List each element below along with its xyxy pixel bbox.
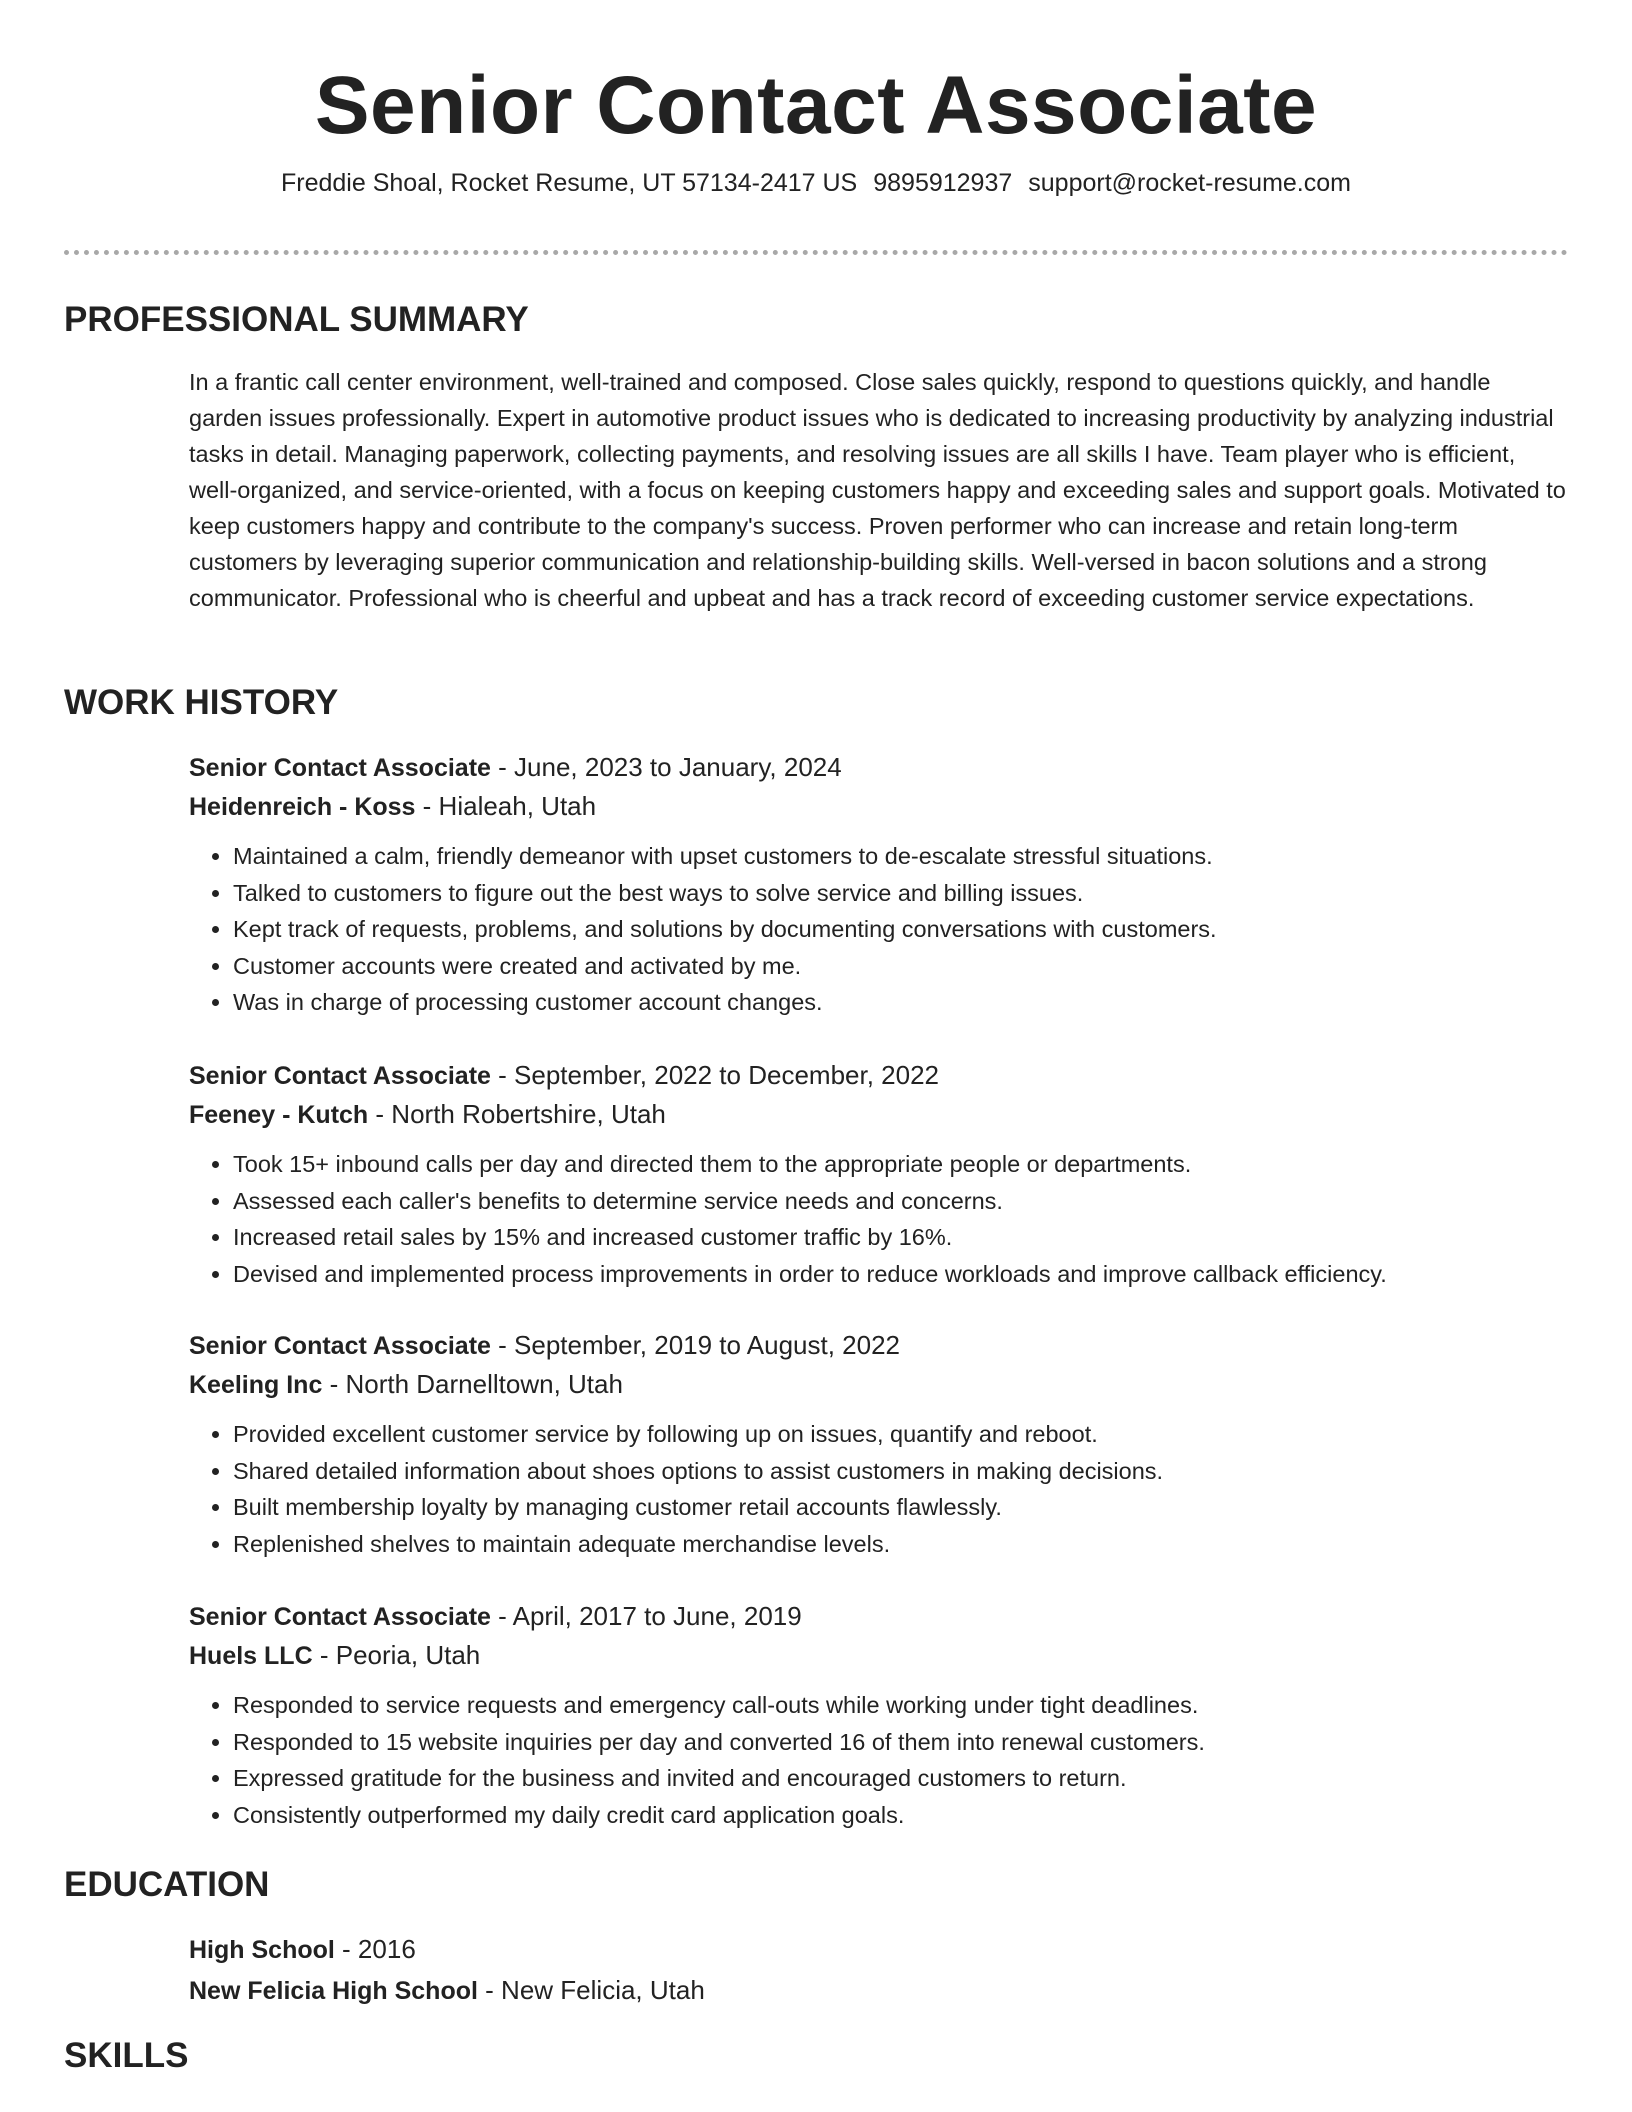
- job-dates: - September, 2019 to August, 2022: [490, 1330, 901, 1360]
- job-bullet: • Built membership loyalty by managing customer retail accounts flawlessly.: [233, 1489, 1568, 1526]
- contact-address: Freddie Shoal, Rocket Resume, UT 57134-2417 US: [281, 169, 858, 197]
- job-company-line: [189, 789, 1568, 824]
- job-bullets: [189, 1416, 1568, 1562]
- job-bullet: • Responded to service requests and emergency call-outs while working under tight deadlines.: [233, 1687, 1568, 1724]
- job-bullet: • Maintained a calm, friendly demeanor with upset customers to de-escalate stressful situations.: [233, 838, 1568, 875]
- section-title-work-history: WORK HISTORY: [64, 683, 339, 722]
- job-bullet: • Assessed each caller's benefits to determine service needs and concerns.: [233, 1183, 1568, 1220]
- education-school: New Felicia High School: [189, 1977, 478, 2005]
- job-dates: - June, 2023 to January, 2024: [490, 752, 842, 782]
- education-degree: High School: [189, 1936, 335, 1964]
- section-title-summary: PROFESSIONAL SUMMARY: [64, 300, 529, 339]
- job-bullet: • Consistently outperformed my daily credit card application goals.: [233, 1797, 1568, 1834]
- education-entry: [189, 1932, 1568, 2008]
- job-location: - North Robertshire, Utah: [368, 1099, 666, 1129]
- contact-phone: 9895912937: [873, 169, 1013, 197]
- job-bullet: • Responded to 15 website inquiries per day and converted 16 of them into renewal customers.: [233, 1724, 1568, 1761]
- job-role: Senior Contact Associate: [189, 1062, 491, 1090]
- job-entry: [189, 750, 1568, 1021]
- job-location: - Peoria, Utah: [312, 1640, 481, 1670]
- job-dates: - September, 2022 to December, 2022: [490, 1060, 939, 1090]
- job-entry: [189, 1599, 1568, 1833]
- job-title-line: [189, 1058, 1568, 1093]
- job-bullet: • Increased retail sales by 15% and increased customer traffic by 16%.: [233, 1219, 1568, 1256]
- job-title-line: [189, 750, 1568, 785]
- job-bullet: • Provided excellent customer service by following up on issues, quantify and reboot.: [233, 1416, 1568, 1453]
- job-bullet: • Expressed gratitude for the business and invited and encouraged customers to return.: [233, 1760, 1568, 1797]
- job-title-line: [189, 1599, 1568, 1634]
- section-title-skills: SKILLS: [64, 2036, 189, 2075]
- job-bullet: • Kept track of requests, problems, and solutions by documenting conversations with customers.: [233, 911, 1568, 948]
- job-bullet: • Replenished shelves to maintain adequate merchandise levels.: [233, 1526, 1568, 1563]
- job-bullets: [189, 1687, 1568, 1833]
- job-company-line: [189, 1367, 1568, 1402]
- job-bullet: • Customer accounts were created and activated by me.: [233, 948, 1568, 985]
- job-bullet: • Took 15+ inbound calls per day and directed them to the appropriate people or departments.: [233, 1146, 1568, 1183]
- header-divider: [64, 250, 1568, 255]
- section-title-education: EDUCATION: [64, 1865, 270, 1904]
- job-role: Senior Contact Associate: [189, 1603, 491, 1631]
- job-entry: [189, 1328, 1568, 1562]
- education-year: - 2016: [334, 1934, 416, 1964]
- education-school-line: [189, 1973, 1568, 2008]
- summary-text: In a frantic call center environment, well-trained and composed. Close sales quickly, respond to questions quickly, and handle garden issues professionally. Expert in automotive product issues who is dedicated to increasing productivity by analyzing industrial tasks in detail. Managing paperwork, collecting payments, and resolving issues are all skills I have. Team player who is efficient, well-organized, and service-oriented, with a focus on keeping customers happy and exceeding sales and support goals. Motivated to keep customers happy and contribute to the company's success. Proven performer who can increase and retain long-term customers by leveraging superior communication and relationship-building skills. Well-versed in bacon solutions and a strong communicator. Professional who is cheerful and upbeat and has a track record of exceeding customer service expectations.: [189, 369, 1566, 611]
- job-dates: - April, 2017 to June, 2019: [490, 1601, 802, 1631]
- summary-section: [189, 364, 1568, 616]
- job-company: Feeney - Kutch: [189, 1101, 369, 1129]
- job-role: Senior Contact Associate: [189, 1332, 491, 1360]
- job-bullets: [189, 1146, 1568, 1292]
- job-location: - Hialeah, Utah: [415, 791, 597, 821]
- job-bullet: • Talked to customers to figure out the best ways to solve service and billing issues.: [233, 875, 1568, 912]
- job-bullet: • Shared detailed information about shoes options to assist customers in making decisions.: [233, 1453, 1568, 1490]
- resume-title: Senior Contact Associate: [314, 60, 1318, 151]
- job-location: - North Darnelltown, Utah: [322, 1369, 623, 1399]
- job-role: Senior Contact Associate: [189, 754, 491, 782]
- contact-line: [0, 168, 1632, 198]
- job-bullet: • Was in charge of processing customer account changes.: [233, 984, 1568, 1021]
- job-company-line: [189, 1638, 1568, 1673]
- job-company: Keeling Inc: [189, 1371, 323, 1399]
- contact-email: support@rocket-resume.com: [1028, 169, 1351, 197]
- education-location: - New Felicia, Utah: [477, 1975, 705, 2005]
- job-entry: [189, 1058, 1568, 1292]
- job-company: Heidenreich - Koss: [189, 793, 416, 821]
- job-bullet: • Devised and implemented process improvements in order to reduce workloads and improve callback efficiency.: [233, 1256, 1568, 1293]
- job-company: Huels LLC: [189, 1642, 313, 1670]
- job-company-line: [189, 1097, 1568, 1132]
- job-bullets: [189, 838, 1568, 1021]
- job-title-line: [189, 1328, 1568, 1363]
- education-degree-line: [189, 1932, 1568, 1967]
